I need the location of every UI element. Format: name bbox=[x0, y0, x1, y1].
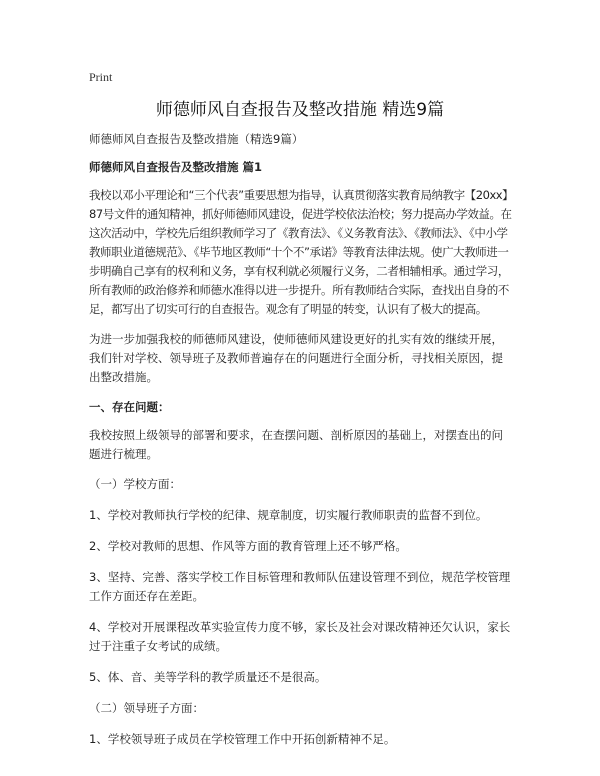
list-item: 4、学校对开展课程改革实验宣传力度不够，家长及社会对课改精神还欠认识，家长过于注重子女考试的成绩。 bbox=[89, 620, 511, 653]
page-title: 师德师风自查报告及整改措施 精选9篇 bbox=[155, 100, 445, 120]
problems-intro: 我校按照上级领导的部署和要求，在查摆问题、剖析原因的基础上，对摆查出的问题进行梳理。 bbox=[89, 428, 503, 461]
section-heading: 师德师风自查报告及整改措施 篇1 bbox=[89, 160, 263, 174]
subtitle: 师德师风自查报告及整改措施（精选9篇） bbox=[89, 132, 304, 146]
print-link[interactable]: Print bbox=[89, 70, 113, 84]
school-heading: （一）学校方面： bbox=[89, 477, 181, 491]
list-item: 2、学校对教师的思想、作风等方面的教育管理上还不够严格。 bbox=[89, 539, 407, 553]
list-item: 1、学校领导班子成员在学校管理工作中开拓创新精神不足。 bbox=[89, 732, 396, 746]
paragraph-purpose: 为进一步加强我校的师德师风建设，使师德师风建设更好的扎实有效的继续开展，我们针对学校、领导班子及教师普遍存在的问题进行全面分析，寻找相关原因，提出整改措施。 bbox=[89, 332, 503, 384]
list-item: 1、学校对教师执行学校的纪律、规章制度，切实履行教师职责的监督不到位。 bbox=[89, 508, 488, 522]
problems-heading: 一、存在问题： bbox=[89, 400, 170, 414]
list-item: 5、体、音、美等学科的教学质量还不是很高。 bbox=[89, 670, 327, 684]
leadership-heading: （二）领导班子方面： bbox=[89, 701, 204, 715]
list-item: 3、坚持、完善、落实学校工作目标管理和教师队伍建设管理不到位，规范学校管理工作方面还存在差距。 bbox=[89, 570, 511, 603]
paragraph-intro: 我校以邓小平理论和“三个代表”重要思想为指导，认真贯彻落实教育局纳教字【20xx】87号文件的通知精神，抓好师德师风建设，促进学校依法治校；努力提高办学效益。在这次活动中，学校先后组织教师学习了《教育法》、《义务教育法》、《教师法》、《中小学教师职业道德规范》、《毕节地区教师“十个不”承诺》等教育法律法规。使广大教师进一步明确自己享有的权利和义务，享有权利就必须履行义务，二者相辅相承。通过学习，所有教师的政治修养和师德水准得以进一步提升。所有教师结合实际，查找出自身的不足，都写出了切实可行的自查报告。观念有了明显的转变，认识有了极大的提高。 bbox=[89, 188, 514, 316]
article-body bbox=[89, 130, 514, 761]
